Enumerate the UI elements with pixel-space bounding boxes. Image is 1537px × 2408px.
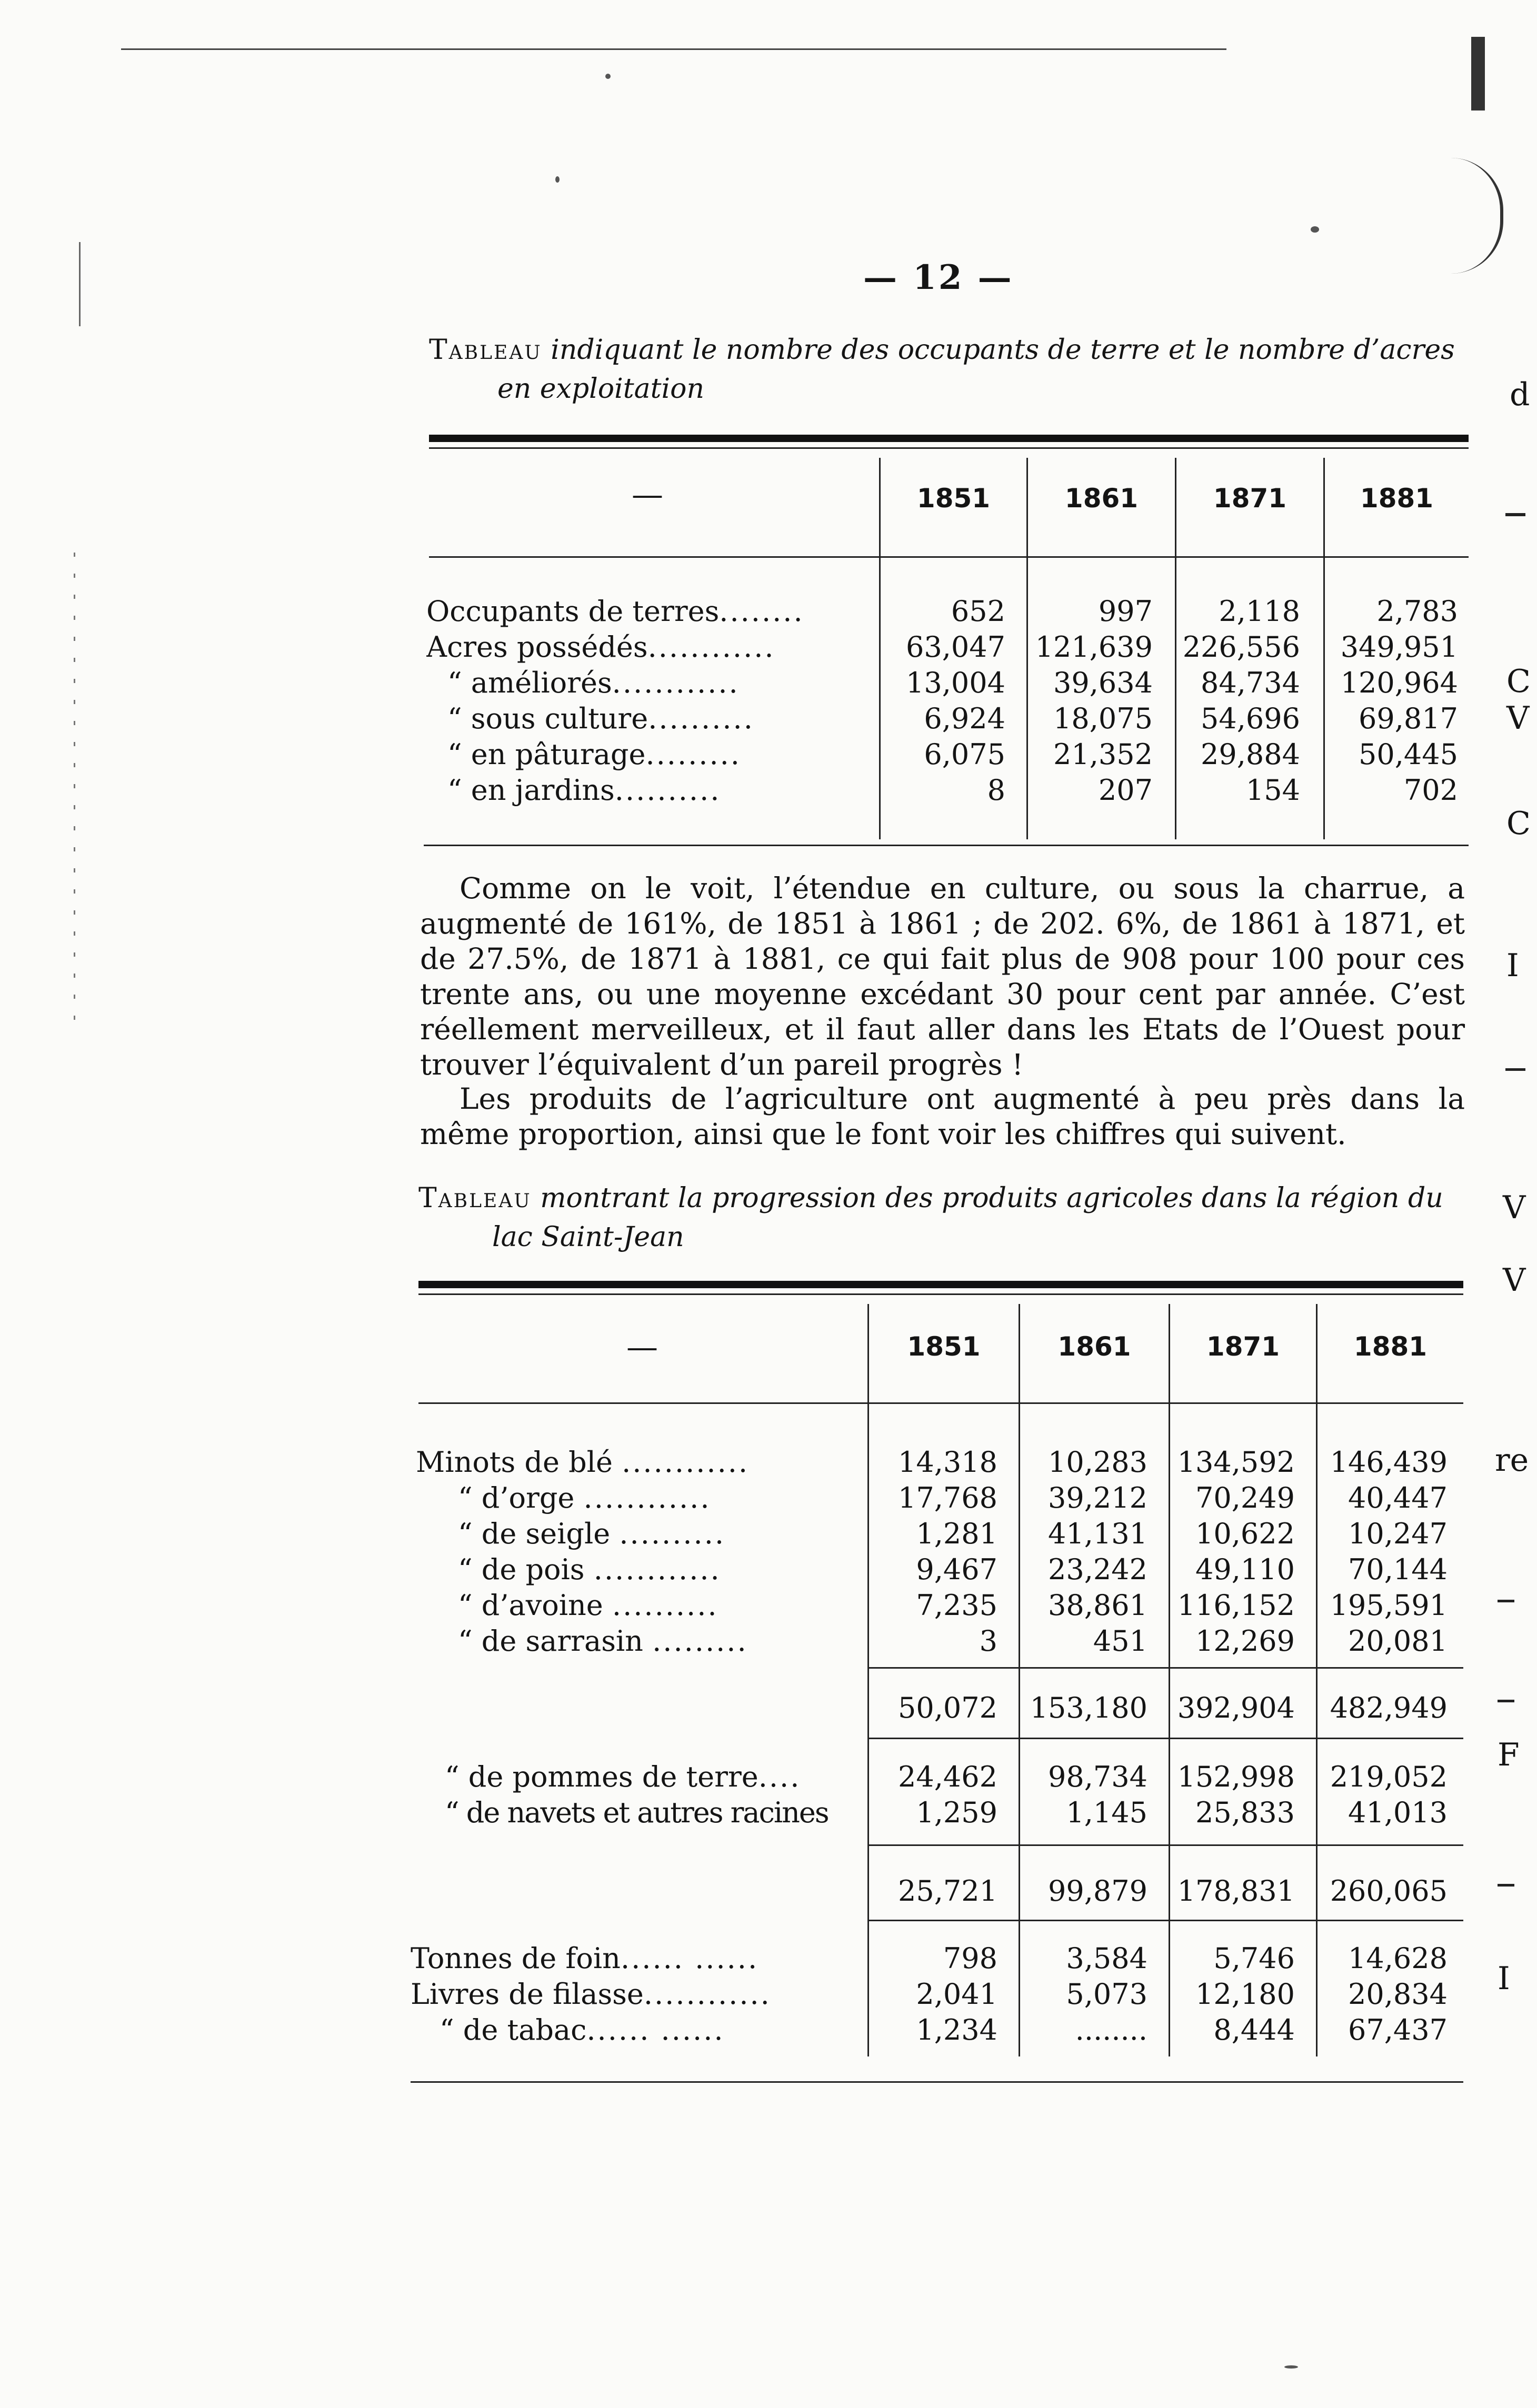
table2-caption-lead: Tableau bbox=[418, 1182, 532, 1214]
table-row bbox=[416, 1623, 1463, 1659]
cell-1861: 98,734 bbox=[1048, 1760, 1147, 1793]
row-label-text: “ de tabac bbox=[440, 2013, 587, 2046]
row-label bbox=[458, 1516, 858, 1552]
table1-caption bbox=[429, 330, 1471, 408]
row-leader: ............ bbox=[583, 1481, 711, 1514]
subtotal1-bottom-rule bbox=[867, 1738, 1463, 1739]
row-label bbox=[445, 1795, 869, 1831]
subtotal-row bbox=[416, 1690, 1463, 1726]
margin-letter: V bbox=[1506, 700, 1530, 737]
margin-letter: V bbox=[1503, 1262, 1526, 1299]
row-label-text: “ de navets et autres racines bbox=[445, 1796, 829, 1829]
subtotal-row bbox=[416, 1873, 1463, 1909]
cell-1851: 798 bbox=[943, 1942, 997, 1975]
subtotal1-rule bbox=[867, 1667, 1463, 1669]
cell-1881: 120,964 bbox=[1340, 666, 1458, 699]
table1-header-dash: — bbox=[632, 476, 663, 513]
cell-1851: 17,768 bbox=[898, 1481, 997, 1514]
table-row bbox=[411, 1941, 1463, 1976]
subtotal-1881: 260,065 bbox=[1330, 1874, 1448, 1908]
cell-1851: 6,924 bbox=[924, 702, 1005, 735]
cell-1861: 207 bbox=[1098, 774, 1153, 807]
cell-1881: 349,951 bbox=[1340, 630, 1458, 664]
cell-1851: 13,004 bbox=[906, 666, 1005, 699]
cell-1881: 67,437 bbox=[1348, 2013, 1448, 2046]
row-label-text: “ en pâturage bbox=[447, 738, 646, 771]
cell-1881: 195,591 bbox=[1330, 1589, 1448, 1622]
cell-1881: 20,081 bbox=[1348, 1624, 1448, 1658]
margin-letter: d bbox=[1510, 376, 1530, 413]
cell-1881: 219,052 bbox=[1330, 1760, 1448, 1793]
table-row bbox=[411, 1976, 1463, 2012]
scan-top-rule bbox=[121, 48, 1226, 50]
table1-top-rule bbox=[429, 435, 1469, 442]
page-number: — 12 — bbox=[863, 258, 1014, 297]
cell-1851: 1,234 bbox=[916, 2013, 997, 2046]
cell-1851: 652 bbox=[951, 595, 1005, 628]
cell-1871: 152,998 bbox=[1177, 1760, 1295, 1793]
cell-1871: 29,884 bbox=[1201, 738, 1300, 771]
margin-dash bbox=[1498, 1884, 1514, 1887]
table-row bbox=[416, 1444, 1463, 1480]
table1-bottom-rule bbox=[424, 845, 1469, 846]
table-row bbox=[426, 701, 1469, 737]
scan-curve bbox=[1421, 158, 1503, 274]
row-label-text: Tonnes de foin bbox=[411, 1942, 621, 1975]
cell-1851: 1,259 bbox=[916, 1796, 997, 1829]
margin-dash bbox=[1505, 513, 1525, 516]
subtotal2-rule bbox=[867, 1844, 1463, 1846]
subtotal-1861: 99,879 bbox=[1048, 1874, 1147, 1908]
cell-1871: 116,152 bbox=[1177, 1589, 1295, 1622]
row-label bbox=[447, 665, 874, 701]
margin-letter: C bbox=[1506, 805, 1531, 842]
cell-1871: 10,622 bbox=[1195, 1517, 1295, 1550]
subtotal-1851: 25,721 bbox=[898, 1874, 997, 1908]
cell-1851: 7,235 bbox=[916, 1589, 997, 1622]
cell-1871: 2,118 bbox=[1219, 595, 1300, 628]
row-label bbox=[458, 1480, 858, 1516]
cell-1861: 39,634 bbox=[1053, 666, 1153, 699]
cell-1861: 1,145 bbox=[1066, 1796, 1147, 1829]
cell-1851: 3 bbox=[979, 1624, 997, 1658]
row-leader: ............ bbox=[612, 666, 740, 699]
table-row bbox=[426, 737, 1469, 772]
cell-1861: 10,283 bbox=[1048, 1446, 1147, 1479]
row-label bbox=[447, 701, 874, 737]
table2-caption bbox=[418, 1179, 1471, 1257]
margin-dash bbox=[1498, 1600, 1514, 1602]
cell-1871: 5,746 bbox=[1213, 1942, 1295, 1975]
table-row bbox=[426, 665, 1469, 701]
cell-1861: 18,075 bbox=[1053, 702, 1153, 735]
cell-1861: 121,639 bbox=[1035, 630, 1153, 664]
cell-1881: 10,247 bbox=[1348, 1517, 1448, 1550]
cell-1871: 226,556 bbox=[1182, 630, 1300, 664]
row-label-text: Minots de blé bbox=[416, 1446, 613, 1479]
row-label bbox=[458, 1552, 858, 1588]
table-row bbox=[411, 2012, 1463, 2048]
cell-1871: 49,110 bbox=[1195, 1553, 1295, 1586]
cell-1881: 40,447 bbox=[1348, 1481, 1448, 1514]
row-leader: ............ bbox=[622, 1446, 750, 1479]
row-leader: ............ bbox=[647, 630, 775, 664]
row-label bbox=[447, 772, 874, 808]
row-label-text: “ améliorés bbox=[447, 666, 612, 699]
cell-1871: 12,180 bbox=[1195, 1978, 1295, 2011]
cell-1861: 39,212 bbox=[1048, 1481, 1147, 1514]
table-row bbox=[416, 1480, 1463, 1516]
row-leader: .......... bbox=[614, 774, 721, 807]
row-leader: .......... bbox=[648, 702, 754, 735]
row-label-text: “ de pois bbox=[458, 1553, 585, 1586]
table1-header-rule bbox=[429, 556, 1469, 558]
table2-year-1871: 1871 bbox=[1206, 1331, 1280, 1362]
cell-1881: 20,834 bbox=[1348, 1978, 1448, 2011]
margin-letter: re bbox=[1495, 1442, 1529, 1479]
margin-letter: V bbox=[1503, 1189, 1526, 1226]
cell-1871: 154 bbox=[1245, 774, 1300, 807]
table1-caption-lead: Tableau bbox=[429, 334, 542, 366]
row-leader: ......... bbox=[645, 738, 741, 771]
row-label bbox=[458, 1623, 858, 1659]
cell-1851: 2,041 bbox=[916, 1978, 997, 2011]
margin-dash bbox=[1505, 1068, 1525, 1071]
row-label-text: “ d’orge bbox=[458, 1481, 575, 1514]
table1-caption-line1: indiquant le nombre des occupants de terre et le nombre d’acres bbox=[551, 334, 1455, 366]
row-label-text: Occupants de terres bbox=[426, 595, 720, 628]
table1-caption-line2: en exploitation bbox=[497, 373, 704, 405]
body-paragraph-2: Les produits de l’agriculture ont augmenté à peu près dans la même proportion, ainsi que le font voir les chiffres qui suivent. bbox=[420, 1082, 1465, 1151]
table2-top-rule bbox=[418, 1281, 1463, 1288]
cell-1851: 24,462 bbox=[898, 1760, 997, 1793]
scan-speck bbox=[1311, 226, 1319, 233]
cell-1861: 451 bbox=[1093, 1624, 1147, 1658]
cell-1881: 146,439 bbox=[1330, 1446, 1448, 1479]
table2-top-rule2 bbox=[418, 1293, 1463, 1295]
table-row bbox=[426, 772, 1469, 808]
row-label bbox=[458, 1588, 858, 1623]
table1-year-1851: 1851 bbox=[916, 483, 991, 514]
row-label-text: “ d’avoine bbox=[458, 1589, 603, 1622]
table1-year-1871: 1871 bbox=[1213, 483, 1287, 514]
cell-1871: 8,444 bbox=[1213, 2013, 1295, 2046]
row-label bbox=[445, 1759, 866, 1795]
row-label-text: Livres de filasse bbox=[411, 1978, 644, 2011]
cell-1861: ........ bbox=[1075, 2013, 1147, 2046]
table2-year-1861: 1861 bbox=[1057, 1331, 1131, 1362]
margin-letter: F bbox=[1498, 1737, 1520, 1773]
table-row bbox=[416, 1795, 1463, 1831]
margin-letter: I bbox=[1498, 1960, 1510, 1997]
subtotal-1871: 178,831 bbox=[1177, 1874, 1295, 1908]
cell-1871: 12,269 bbox=[1195, 1624, 1295, 1658]
table-row bbox=[416, 1552, 1463, 1588]
subtotal-1871: 392,904 bbox=[1177, 1691, 1295, 1724]
table2-year-1851: 1851 bbox=[907, 1331, 981, 1362]
margin-letter: C bbox=[1506, 663, 1531, 700]
subtotal2-bottom-rule bbox=[867, 1920, 1463, 1921]
row-label bbox=[440, 2012, 861, 2048]
row-label bbox=[416, 1444, 858, 1480]
row-label bbox=[426, 629, 874, 665]
table1-year-1861: 1861 bbox=[1064, 483, 1139, 514]
table2-year-1881: 1881 bbox=[1353, 1331, 1428, 1362]
table2-caption-line2: lac Saint-Jean bbox=[492, 1221, 684, 1253]
row-label-text: “ de pommes de terre bbox=[445, 1760, 758, 1793]
row-leader: .... bbox=[758, 1760, 801, 1793]
row-label bbox=[426, 594, 874, 629]
cell-1881: 14,628 bbox=[1348, 1942, 1448, 1975]
cell-1851: 14,318 bbox=[898, 1446, 997, 1479]
row-leader: ............ bbox=[643, 1978, 771, 2011]
table-row bbox=[426, 629, 1469, 665]
table2-header-rule bbox=[418, 1402, 1463, 1404]
scan-left-edge bbox=[79, 242, 81, 326]
row-label-text: “ de seigle bbox=[458, 1517, 611, 1550]
row-leader: .......... bbox=[612, 1589, 718, 1622]
cell-1861: 5,073 bbox=[1066, 1978, 1147, 2011]
scan-left-edge bbox=[74, 553, 75, 1026]
cell-1851: 8 bbox=[987, 774, 1005, 807]
cell-1881: 69,817 bbox=[1359, 702, 1458, 735]
cell-1861: 38,861 bbox=[1048, 1589, 1147, 1622]
scan-edge-mark bbox=[1471, 37, 1485, 111]
cell-1851: 63,047 bbox=[906, 630, 1005, 664]
row-leader: ............ bbox=[593, 1553, 721, 1586]
row-label-text: Acres possédés bbox=[426, 630, 648, 664]
row-leader: .......... bbox=[619, 1517, 726, 1550]
cell-1861: 23,242 bbox=[1048, 1553, 1147, 1586]
row-leader: ......... bbox=[652, 1624, 748, 1658]
row-leader: ........ bbox=[719, 595, 804, 628]
row-label bbox=[411, 1976, 861, 2012]
cell-1861: 997 bbox=[1098, 595, 1153, 628]
scan-speck bbox=[1284, 2365, 1298, 2369]
cell-1861: 21,352 bbox=[1053, 738, 1153, 771]
table-row bbox=[416, 1516, 1463, 1552]
cell-1881: 702 bbox=[1403, 774, 1458, 807]
cell-1871: 25,833 bbox=[1195, 1796, 1295, 1829]
body-paragraph-1: Comme on le voit, l’étendue en culture, ou sous la charrue, a augmenté de 161%, de 1851 à 1861 ; de 202. 6%, de 1861 à 1871, et de 27.5%, de 1871 à 1881, ce qui fait plus de 908 pour 100 pour ces trente ans, ou une moyenne excédant 30 pour cent par année. C’est réellement merveilleux, et il faut aller dans les Etats de l’Ouest pour trouver l’équivalent d’un pareil progrès ! bbox=[420, 871, 1465, 1081]
table2-caption-line1: montrant la progression des produits agricoles dans la région du bbox=[540, 1182, 1443, 1214]
row-label bbox=[447, 737, 874, 772]
cell-1871: 84,734 bbox=[1201, 666, 1300, 699]
row-leader: ...... ...... bbox=[620, 1942, 759, 1975]
row-leader: ...... ...... bbox=[586, 2013, 725, 2046]
table-row bbox=[416, 1588, 1463, 1623]
cell-1861: 41,131 bbox=[1048, 1517, 1147, 1550]
cell-1881: 50,445 bbox=[1359, 738, 1458, 771]
cell-1881: 2,783 bbox=[1376, 595, 1458, 628]
row-label bbox=[411, 1941, 861, 1976]
subtotal-1851: 50,072 bbox=[898, 1691, 997, 1724]
cell-1881: 41,013 bbox=[1348, 1796, 1448, 1829]
cell-1871: 54,696 bbox=[1201, 702, 1300, 735]
table1-year-1881: 1881 bbox=[1360, 483, 1434, 514]
table2-header-dash: — bbox=[626, 1329, 658, 1366]
scan-speck bbox=[555, 176, 560, 183]
subtotal-1861: 153,180 bbox=[1030, 1691, 1147, 1724]
cell-1871: 70,249 bbox=[1195, 1481, 1295, 1514]
table1-top-rule2 bbox=[429, 447, 1469, 449]
margin-dash bbox=[1498, 1700, 1514, 1702]
row-label-text: “ de sarrasin bbox=[458, 1624, 643, 1658]
row-label-text: “ en jardins bbox=[447, 774, 615, 807]
row-label-text: “ sous culture bbox=[447, 702, 648, 735]
table2-bottom-rule bbox=[411, 2081, 1463, 2083]
margin-letter: I bbox=[1506, 947, 1519, 984]
cell-1851: 9,467 bbox=[916, 1553, 997, 1586]
subtotal-1881: 482,949 bbox=[1330, 1691, 1448, 1724]
table-row bbox=[426, 594, 1469, 629]
cell-1851: 6,075 bbox=[924, 738, 1005, 771]
cell-1881: 70,144 bbox=[1348, 1553, 1448, 1586]
cell-1871: 134,592 bbox=[1177, 1446, 1295, 1479]
table-row bbox=[416, 1759, 1463, 1795]
cell-1861: 3,584 bbox=[1066, 1942, 1147, 1975]
scan-speck bbox=[605, 74, 611, 79]
cell-1851: 1,281 bbox=[916, 1517, 997, 1550]
